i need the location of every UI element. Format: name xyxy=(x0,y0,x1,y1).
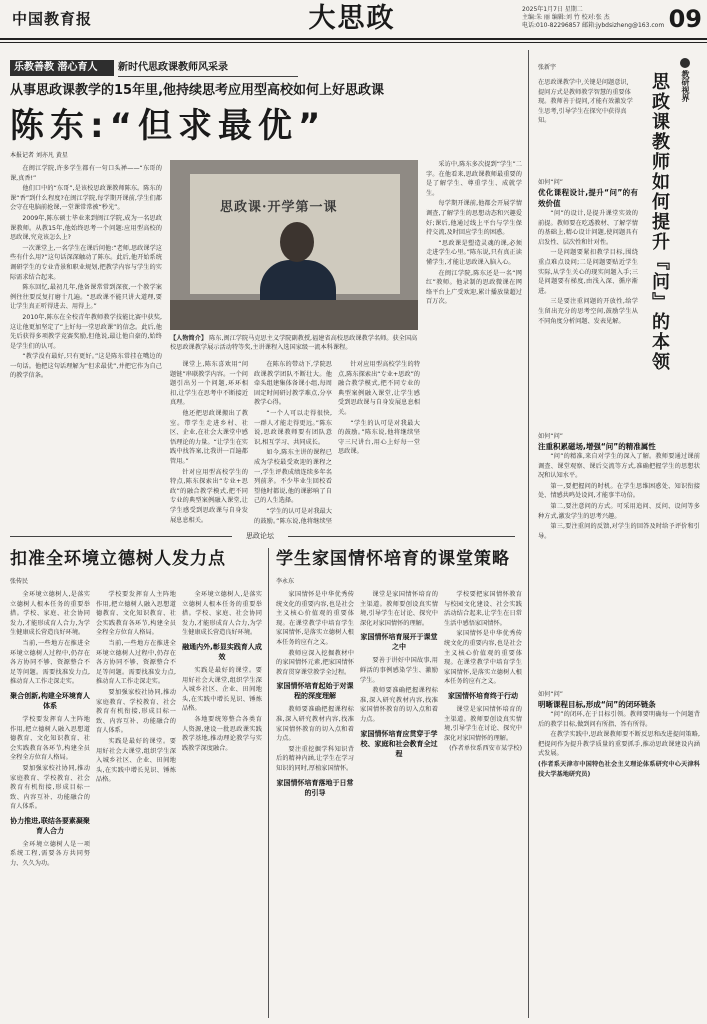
forum-right-author: 李永东 xyxy=(276,578,295,585)
photo-podium xyxy=(170,300,418,330)
paragraph: 在教学实践中,思政课教师要不断反思和改进提问策略,把提问作为提升教学质量的重要抓手,推动思政课建设内涵式发展。 xyxy=(538,731,700,758)
paragraph: 课堂是家国情怀培育的主渠道。教师要创设真实情境,引导学生在讨论、探究中深化对家国情怀的理解。 xyxy=(360,591,438,627)
column-title: 思政课教师如何提升『问』的本领 xyxy=(649,72,670,372)
section-prefix: 如何“问” xyxy=(538,691,563,698)
paragraph: 陈东回忆,最初几年,他备课常常到深夜,一个教学案例往往要反复打磨十几遍。“思政课不能只讲大道理,要让学生真正听得进去、用得上。” xyxy=(10,284,162,311)
paragraph: 当前,一些地方在推进全环境立德树人过程中,仍存在各方协同不够、资源整合不足等问题。需要找准发力点,推动育人工作走深走实。 xyxy=(10,639,90,686)
paragraph: 每学期开课前,他都会开展学情调查,了解学生的思想动态和兴趣爱好;课后,他通过线上平台与学生保持交流,及时回应学生的困惑。 xyxy=(426,200,522,237)
paragraph: 教师要准确把握课程标准,深入研究教材内容,找准家国情怀教育的切入点和着力点。 xyxy=(360,687,438,723)
paragraph: 课堂是家国情怀培育的主渠道。教师要创设真实情境,引导学生在讨论、探究中深化对家国情怀的理解。 xyxy=(444,705,522,742)
subheading: 融通内外,彰显实践育人成效 xyxy=(182,642,262,661)
forum-left-column-1 xyxy=(10,590,90,1016)
paragraph: 三是要注重问题的开放性,给学生留出充分的思考空间,鼓励学生从不同角度分析问题、发表见解。 xyxy=(538,298,638,325)
paragraph: 针对应用型高校学生的特点,陈东探索出“专业+思政”的融合教学模式,把不同专业的典型案例融入课堂,让学生感受到思政课与自身发展息息相关。 xyxy=(170,468,248,524)
paragraph: “学生的认可是对我最大的鼓励。”陈东说,他将继续坚守三尺讲台,用心上好每一堂思政课。 xyxy=(338,419,420,456)
feature-column-1 xyxy=(10,164,162,524)
feature-series-title: 新时代思政课教师风采录 xyxy=(118,60,298,77)
paragraph: 他还把思政课搬出了教室。带学生走进乡村、社区、企业,在社会大课堂中感悟理论的力量。“让学生在实践中找答案,比我讲一百遍都管用。” xyxy=(170,409,248,465)
paragraph: 第一,要把握问的时机。在学生思维困惑处、知识衔接处、情感共鸣处设问,才能事半功倍。 xyxy=(538,482,700,500)
paragraph: 教师要准确把握课程标准,深入研究教材内容,找准家国情怀教育的切入点和着力点。 xyxy=(276,706,354,743)
feature-column-5 xyxy=(426,160,522,524)
paragraph: 课堂上,陈东喜欢用“问题链”串联教学内容。一个问题引出另一个问题,环环相扣,让学生在思考中不断接近真理。 xyxy=(170,361,248,407)
subheading: 家国情怀培育展开于课堂之中 xyxy=(360,633,438,652)
feature-kicker: 从事思政课教学的15年里,他持续思考应用型高校如何上好思政课 xyxy=(10,83,385,98)
section-title: 大思政 xyxy=(308,3,396,34)
feature-photo xyxy=(170,160,418,330)
section-heading: 优化课程设计,提升“问”的有效价值 xyxy=(538,188,638,208)
paragraph: 2009年,陈东硕士毕业来到闽江学院,成为一名思政课教师。从教15年,他始终思考一个问题:应用型高校的思政课,究竟该怎么上? xyxy=(10,214,162,242)
paragraph: 采访中,陈东多次提到“学生”二字。在他看来,思政课教师最重要的是了解学生、尊重学生、成就学生。 xyxy=(426,161,522,197)
section-prefix: 如何“问” xyxy=(538,179,563,186)
subheading: 家国情怀培育起始于对课程的深度理解 xyxy=(276,682,354,701)
paragraph: 第二,要注意问的方式。可采用追问、反问、设问等多种方式,激发学生的思考兴趣。 xyxy=(538,502,700,520)
paragraph: 2010年,陈东在全校青年教师教学技能比赛中获奖,这让他更加坚定了“上好每一堂思政课”的信念。此后,他先后获得多项教学竞赛奖励,但他说,最让他自豪的,始终是学生们的认可。 xyxy=(10,313,162,350)
subheading: 协力推进,联结各要素凝聚育人合力 xyxy=(10,816,90,835)
paragraph: 如今,陈东主讲的课程已成为学校最受欢迎的课程之一,学生评教成绩连续多年名列前茅。不少毕业生回校看望他时都说,他的课影响了自己的人生选择。 xyxy=(254,449,332,505)
paragraph: 一次课堂上,一名学生在课后问他:“老师,思政课学这些有什么用?”这句话深深触动了陈东。此后,他开始系统调研学生的专业背景和职业规划,把教学内容与学生的实际需求结合起来。 xyxy=(10,244,162,281)
forum-left-title: 扣准全环境立德树人发力点 xyxy=(10,549,226,569)
paragraph: 各地要统筹整合各类育人资源,建设一批思政课实践教学基地,推动理论教学与实践教学深度融合。 xyxy=(182,715,262,752)
section-prefix: 如何“问” xyxy=(538,433,563,440)
paragraph: 在闽江学院,许多学生都有一句口头禅——“东哥的课,真香!” xyxy=(10,165,162,182)
paragraph: “问”的闭环,在于目标引领。教师要明确每一个问题背后的教学目标,做到问有所指、答有所得。 xyxy=(538,711,700,728)
paragraph: “问”的设计,是提升课堂实效的前提。教师要在吃透教材、了解学情的基础上,精心设计问题,使问题具有启发性、层次性和针对性。 xyxy=(538,210,638,246)
paragraph: 在闽江学院,陈东还是一名“网红”教师。他录制的思政微课在网络平台上广受欢迎,累计播放量超过百万次。 xyxy=(426,269,522,306)
forum-label: 思政论坛 xyxy=(232,531,288,541)
paragraph: “学生的认可是对我最大的鼓励。”陈东说,他将继续坚 xyxy=(254,507,332,524)
feature-byline: 本报记者 刘亦凡 黄星 xyxy=(10,152,68,159)
forum-left-column-2 xyxy=(96,590,176,1016)
paragraph: 家国情怀是中华优秀传统文化的重要内容,也是社会主义核心价值观的重要体现。在课堂教学中培育学生家国情怀,是落实立德树人根本任务的应有之义。 xyxy=(276,591,354,646)
column-divider xyxy=(268,548,269,1018)
masthead-info-line: 主编:朱 丽 编辑:刘 竹 校对:张 杰 xyxy=(522,14,610,21)
paragraph: 要加强家校社协同,推动家庭教育、学校教育、社会教育有机衔接,形成目标一致、内容互补、功能融合的育人体系。 xyxy=(96,688,176,735)
forum-right-title: 学生家国情怀培育的课堂策略 xyxy=(276,549,510,569)
paragraph: 全环境立德树人,是落实立德树人根本任务的重要举措。学校、家庭、社会协同发力,才能形成育人合力,为学生健康成长营造良好环境。 xyxy=(10,591,90,637)
column-ribbon-label: 教研视界 xyxy=(681,70,690,102)
paragraph: 要注重挖掘学科知识背后的精神内涵,让学生在学习知识的同时,厚植家国情怀。 xyxy=(276,745,354,772)
right-column-divider xyxy=(528,50,529,1018)
caption-text: 陈东,闽江学院马克思主义学院副教授,福建省高校思政课教学名师。获全国高校思政课教学展示活动特等奖,主讲课程入选国家级一流本科课程。 xyxy=(170,335,418,351)
column-section-1 xyxy=(538,178,638,428)
masthead-rule xyxy=(0,38,707,40)
paragraph: “问”的精准,来自对学生的深入了解。教师要通过课前调查、课堂观察、课后交流等方式,准确把握学生的思想状况和认知水平。 xyxy=(538,453,700,480)
caption-label: 【人物简介】 xyxy=(170,335,208,342)
column-intro: 在思政课教学中,关键是问题意识,提问方式是教师教学智慧的重要体现。教师善于提问,才能有效激发学生思考,引导学生在探究中获得真知。 xyxy=(538,79,633,125)
subheading: 聚合创新,构建全环境育人体系 xyxy=(10,691,90,710)
paragraph: “教学没有最好,只有更好。”这是陈东常挂在嘴边的一句话。他把这句话理解为“但求最优”,并把它作为自己的教学信条。 xyxy=(10,353,162,380)
paragraph: 一是问题要紧扣教学目标,围绕重点难点设问;二是问题要贴近学生实际,从学生关心的现实问题入手;三是问题要有梯度,由浅入深、循序渐进。 xyxy=(538,249,638,295)
feature-column-4b xyxy=(338,360,420,524)
subheading: 家国情怀培育终于行动 xyxy=(448,691,518,700)
photo-caption xyxy=(170,334,418,352)
paragraph: “思政课是塑造灵魂的课,必须走进学生心里。”陈东说,只有真正读懂学生,才能让思政课入脑入心。 xyxy=(426,239,522,266)
feature-column-4 xyxy=(254,360,332,524)
paragraph: 实践是最好的课堂。要用好社会大课堂,组织学生深入城乡社区、企业、田间地头,在实践中增长见识、锤炼品格。 xyxy=(182,666,262,713)
paragraph: 要善于讲好中国故事,用鲜活的事例感染学生、激励学生。 xyxy=(360,657,438,684)
feature-column-3 xyxy=(170,360,248,524)
masthead-info-line: 电话:010-82296857 邮箱:jybdsizheng@163.com xyxy=(522,22,665,29)
paragraph: 全环境立德树人是一项系统工程,需要各方共同努力、久久为功。 xyxy=(10,840,90,868)
paragraph: 在陈东的带动下,学院思政课教学团队不断壮大。他牵头组建集体备课小组,每周固定时间研讨教学难点,分享教学心得。 xyxy=(254,361,332,407)
paragraph: 学校要把家国情怀教育与校园文化建设、社会实践活动结合起来,让学生在日常生活中感悟家国情怀。 xyxy=(444,591,522,627)
photo-person-head xyxy=(280,222,314,262)
paragraph: 实践是最好的课堂。要用好社会大课堂,组织学生深入城乡社区、企业、田间地头,在实践中增长见识、锤炼品格。 xyxy=(96,737,176,784)
forum-left-column-3 xyxy=(182,590,262,1016)
section-heading: 明晰课程目标,形成“问”的闭环链条 xyxy=(538,700,656,709)
forum-right-column-1 xyxy=(276,590,354,1016)
paragraph: 全环境立德树人,是落实立德树人根本任务的重要举措。学校、家庭、社会协同发力,才能形成育人合力,为学生健康成长营造良好环境。 xyxy=(182,591,262,637)
paragraph: 学校要发挥育人主阵地作用,把立德树人融入思想道德教育、文化知识教育、社会实践教育各环节,构建全员全程全方位育人格局。 xyxy=(96,591,176,637)
forum-left-author: 张传民 xyxy=(10,578,29,585)
photo-backdrop-text: 思政课·开学第一课 xyxy=(220,200,338,215)
paragraph: 针对应用型高校学生的特点,陈东探索出“专业+思政”的融合教学模式,把不同专业的典型案例融入课堂,让学生感受到思政课与自身发展息息相关。 xyxy=(338,361,420,416)
author-affiliation: (作者单位系西安市某学校) xyxy=(449,745,522,753)
newspaper-logo: 中国教育报 xyxy=(12,10,93,28)
author-affiliation: (作者系天津市中国特色社会主义理论体系研究中心天津科技大学基地研究员) xyxy=(538,760,700,778)
feature-banner: 乐教善教 潜心育人 xyxy=(10,60,114,76)
forum-right-column-2 xyxy=(360,590,438,1016)
paragraph: 家国情怀是中华优秀传统文化的重要内容,也是社会主义核心价值观的重要体现。在课堂教学中培育学生家国情怀,是落实立德树人根本任务的应有之义。 xyxy=(444,630,522,686)
masthead-info-line: 2025年1月7日 星期二 xyxy=(522,6,583,13)
column-ribbon xyxy=(672,58,698,138)
paragraph: “一个人可以走得很快,一群人才能走得更远。”陈东说,思政课教师要有团队意识,相互学习、共同成长。 xyxy=(254,409,332,446)
paragraph: 要加强家校社协同,推动家庭教育、学校教育、社会教育有机衔接,形成目标一致、内容互补、功能融合的育人体系。 xyxy=(10,764,90,811)
feature-headline: 陈东:“但求最优” xyxy=(10,106,327,146)
ribbon-dot-icon xyxy=(680,58,690,68)
page-number: 09 xyxy=(668,5,702,33)
paragraph: 学校要发挥育人主阵地作用,把立德树人融入思想道德教育、文化知识教育、社会实践教育各环节,构建全员全程全方位育人格局。 xyxy=(10,715,90,762)
paragraph: 第三,要注重问的反馈,对学生的回答及时给予评价和引导。 xyxy=(538,523,700,540)
masthead-rule-thin xyxy=(0,42,707,43)
column-section-2 xyxy=(538,432,700,682)
paragraph: 教师应深入挖掘教材中的家国情怀元素,把家国情怀教育贯穿课堂教学全过程。 xyxy=(276,649,354,676)
forum-right-column-3 xyxy=(444,590,522,1016)
masthead-info xyxy=(522,6,672,30)
subheading: 家国情怀培育应贯穿于学校、家庭和社会教育全过程 xyxy=(360,729,438,758)
paragraph: 当前,一些地方在推进全环境立德树人过程中,仍存在各方协同不够、资源整合不足等问题。需要找准发力点,推动育人工作走深走实。 xyxy=(96,639,176,686)
column-author: 张新宇 xyxy=(538,64,557,71)
section-heading: 注重积累磁场,增强“问”的精准属性 xyxy=(538,442,656,451)
paragraph: 他们口中的“东哥”,是该校思政课教师陈东。陈东的课“香”到什么程度?在闽江学院,每学期开课前,学生们都会守在电脑前抢课,一堂课常常被“秒光”。 xyxy=(10,185,162,212)
column-section-3 xyxy=(538,690,700,1016)
subheading: 家国情怀培育落地于日常的引导 xyxy=(276,778,354,797)
